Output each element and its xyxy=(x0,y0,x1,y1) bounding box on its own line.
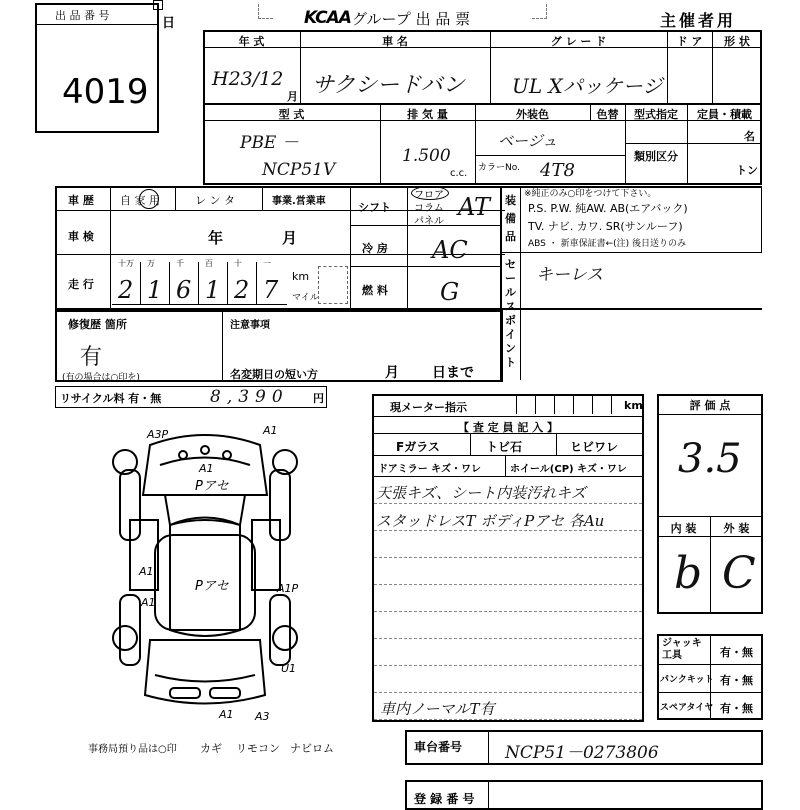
ac-label: 冷 房 xyxy=(362,242,388,255)
inspection-year-unit: 年 xyxy=(208,229,224,247)
caution-label: 注意事項 xyxy=(230,320,270,331)
rental-label: レ ン タ xyxy=(195,194,235,207)
grade-label: グ レ ー ド xyxy=(550,35,607,48)
wheel-label: ホイール(CP) キズ・ワレ xyxy=(510,464,627,475)
chassis-value: NCP51－0273806 xyxy=(505,743,659,763)
mark-a1p-right: A1P xyxy=(277,582,299,595)
meter-label: 現メーター指示 xyxy=(390,401,467,414)
seats-unit: 名 xyxy=(744,130,755,143)
exterior-label: 外 装 xyxy=(723,522,750,535)
mileage-digit: 1 xyxy=(205,276,221,304)
equipment-line2: TV. ナビ. カワ. SR(サンルーフ) xyxy=(528,220,683,233)
mark-a3-rear: A3 xyxy=(255,710,270,723)
recycle-unit: 円 xyxy=(313,392,324,405)
equipment-line3: ABS ・ 新車保証書←(注) 後日送りのみ xyxy=(528,239,687,249)
digit-place-label: 十万 xyxy=(118,259,134,268)
floor-label: フロア xyxy=(414,190,444,201)
recycle-value: 8,390 xyxy=(210,387,289,407)
equipment-line1: P.S. P.W. 純AW. AB(エアバック) xyxy=(528,202,688,215)
color-value: ベージュ xyxy=(498,132,558,150)
model-label: 型 式 xyxy=(278,108,305,121)
digit-place-label: 十 xyxy=(234,259,242,268)
mark-a1-left: A1 xyxy=(139,565,154,578)
registration-label: 登 録 番 号 xyxy=(414,792,475,806)
inspector-note-1: 天張キズ、シート内装汚れキズ xyxy=(376,484,586,502)
score-label: 評 価 点 xyxy=(689,399,731,412)
sales-side-label: セールスポイント xyxy=(505,258,516,369)
colorno-label: カラーNo. xyxy=(478,163,520,173)
ac-value: AC xyxy=(432,236,468,264)
private-use-circle xyxy=(139,189,159,209)
mileage-digit: 2 xyxy=(118,276,134,304)
doors-label: ド ア xyxy=(676,35,703,48)
mile-unit: マイル xyxy=(292,293,319,303)
digit-place-label: 万 xyxy=(147,259,155,268)
digit-place-label: 百 xyxy=(205,259,213,268)
mileage-digit: 1 xyxy=(147,276,163,304)
displacement-value: 1.500 xyxy=(402,146,451,166)
score-value: 3.5 xyxy=(678,436,742,482)
jack-label: ジャッキ工具 xyxy=(662,638,702,661)
panel-label: パネル xyxy=(414,216,444,227)
puncture-label: パンクキット xyxy=(660,675,714,685)
repair-label: 修復歴 箇所 xyxy=(68,318,127,331)
equipment-side-label: 装備品 xyxy=(505,194,516,243)
month-label: 月 xyxy=(287,90,298,103)
equipment-note: ※純正のみ○印をつけて下さい。 xyxy=(524,189,657,199)
short-reg-month: 月 xyxy=(385,365,399,381)
name-label: 車 名 xyxy=(382,35,408,48)
colorno-value: 4T8 xyxy=(540,160,575,181)
mark-paint-roof: Pアセ xyxy=(195,579,229,594)
model-line2: NCP51V xyxy=(262,160,336,180)
lot-number-value: 4019 xyxy=(62,72,149,112)
mileage-digit: 6 xyxy=(176,276,192,304)
keys-label: カギ xyxy=(200,742,222,755)
meter-km-unit: km xyxy=(624,399,643,412)
inspector-bottom-note: 車内ノーマルT有 xyxy=(380,700,495,718)
recycle-label: リサイクル料 有・無 xyxy=(60,392,162,405)
short-reg-day: 日まで xyxy=(432,365,474,381)
name-value: サクシードバン xyxy=(312,73,465,98)
mileage-digit: 7 xyxy=(263,276,279,304)
repair-value: 有 xyxy=(80,345,103,370)
inspector-note-2: スタッドレスT ボディPアセ 各Au xyxy=(376,512,605,530)
day-label: 日 xyxy=(162,16,176,31)
mileage-digit: 2 xyxy=(234,276,250,304)
year-value: H23/12 xyxy=(212,68,284,90)
mileage-label: 走 行 xyxy=(68,278,94,291)
puncture-value: 有・無 xyxy=(720,674,753,687)
repair-note: (有の場合は○印を) xyxy=(62,373,140,383)
mark-u1-right: U1 xyxy=(281,662,297,675)
remote-label: リモコン xyxy=(236,742,280,755)
mark-a1-hood: A1 xyxy=(199,462,214,475)
shift-label: シフト xyxy=(358,201,391,214)
mark-a1-left2: A1 xyxy=(141,596,156,609)
grade-value: UL Xパッケージ xyxy=(512,74,663,98)
glass-label: Fガラス xyxy=(396,440,440,454)
inspection-month-unit: 月 xyxy=(282,229,298,247)
private-use-label: 自 家 用 xyxy=(120,194,160,207)
spare-label: スペアタイヤ xyxy=(660,703,714,713)
host-label: 主催者用 xyxy=(660,11,737,30)
inspection-label: 車 検 xyxy=(68,230,94,243)
car-damage-diagram xyxy=(95,420,315,730)
column-label: コラム xyxy=(414,203,444,214)
digit-place-label: 一 xyxy=(263,259,271,268)
mirror-label: ドアミラー キズ・ワレ xyxy=(378,464,481,475)
class-label: 類別区分 xyxy=(634,150,678,163)
exterior-value: C xyxy=(722,548,756,599)
mark-a1-rear: A1 xyxy=(219,708,234,721)
lot-number-label: 出 品 番 号 xyxy=(55,9,110,22)
crack-label: ヒビワレ xyxy=(570,440,619,454)
cc-unit: c.c. xyxy=(450,168,468,179)
form-title: グループ 出 品 票 xyxy=(352,10,471,28)
tons-unit: トン xyxy=(736,164,758,177)
sales-value: キーレス xyxy=(536,265,604,285)
certified-label: 型式指定 xyxy=(634,108,678,121)
mark-paint-hood: Pアセ xyxy=(195,479,229,494)
interior-label: 内 装 xyxy=(670,522,697,535)
spare-value: 有・無 xyxy=(720,702,753,715)
color-change-label: 色替 xyxy=(596,108,619,121)
digit-place-label: 千 xyxy=(176,259,184,268)
stone-label: トビ石 xyxy=(486,440,523,454)
chassis-label: 車台番号 xyxy=(414,740,463,754)
navi-label: ナビロム xyxy=(290,742,334,755)
color-label: 外装色 xyxy=(516,108,549,121)
shape-label: 形 状 xyxy=(724,35,750,48)
mark-a1-front: A1 xyxy=(263,424,278,437)
fuel-value: G xyxy=(440,278,460,306)
office-note: 事務局預り品は○印 xyxy=(88,744,177,755)
kcaa-logo: KCAA xyxy=(304,8,351,28)
history-label: 車 歴 xyxy=(68,194,94,207)
mark-a3p-front: A3P xyxy=(147,428,169,441)
fuel-label: 燃 料 xyxy=(362,284,388,297)
year-label: 年 式 xyxy=(238,35,265,48)
inspector-title: 【 査 定 員 記 入 】 xyxy=(458,421,558,434)
corner-mark xyxy=(153,0,163,10)
km-unit: km xyxy=(292,270,310,283)
short-reg-label: 名変期日の短い方 xyxy=(230,368,318,381)
meter-cells xyxy=(498,396,618,414)
interior-value: b xyxy=(674,548,703,599)
model-line1: PBE － xyxy=(240,133,299,153)
shift-value: AT xyxy=(458,193,491,221)
business-label: 事業.営業車 xyxy=(272,196,326,207)
jack-value: 有・無 xyxy=(720,646,753,659)
capacity-label: 定員・積載 xyxy=(697,108,752,121)
displacement-label: 排 気 量 xyxy=(407,108,448,121)
